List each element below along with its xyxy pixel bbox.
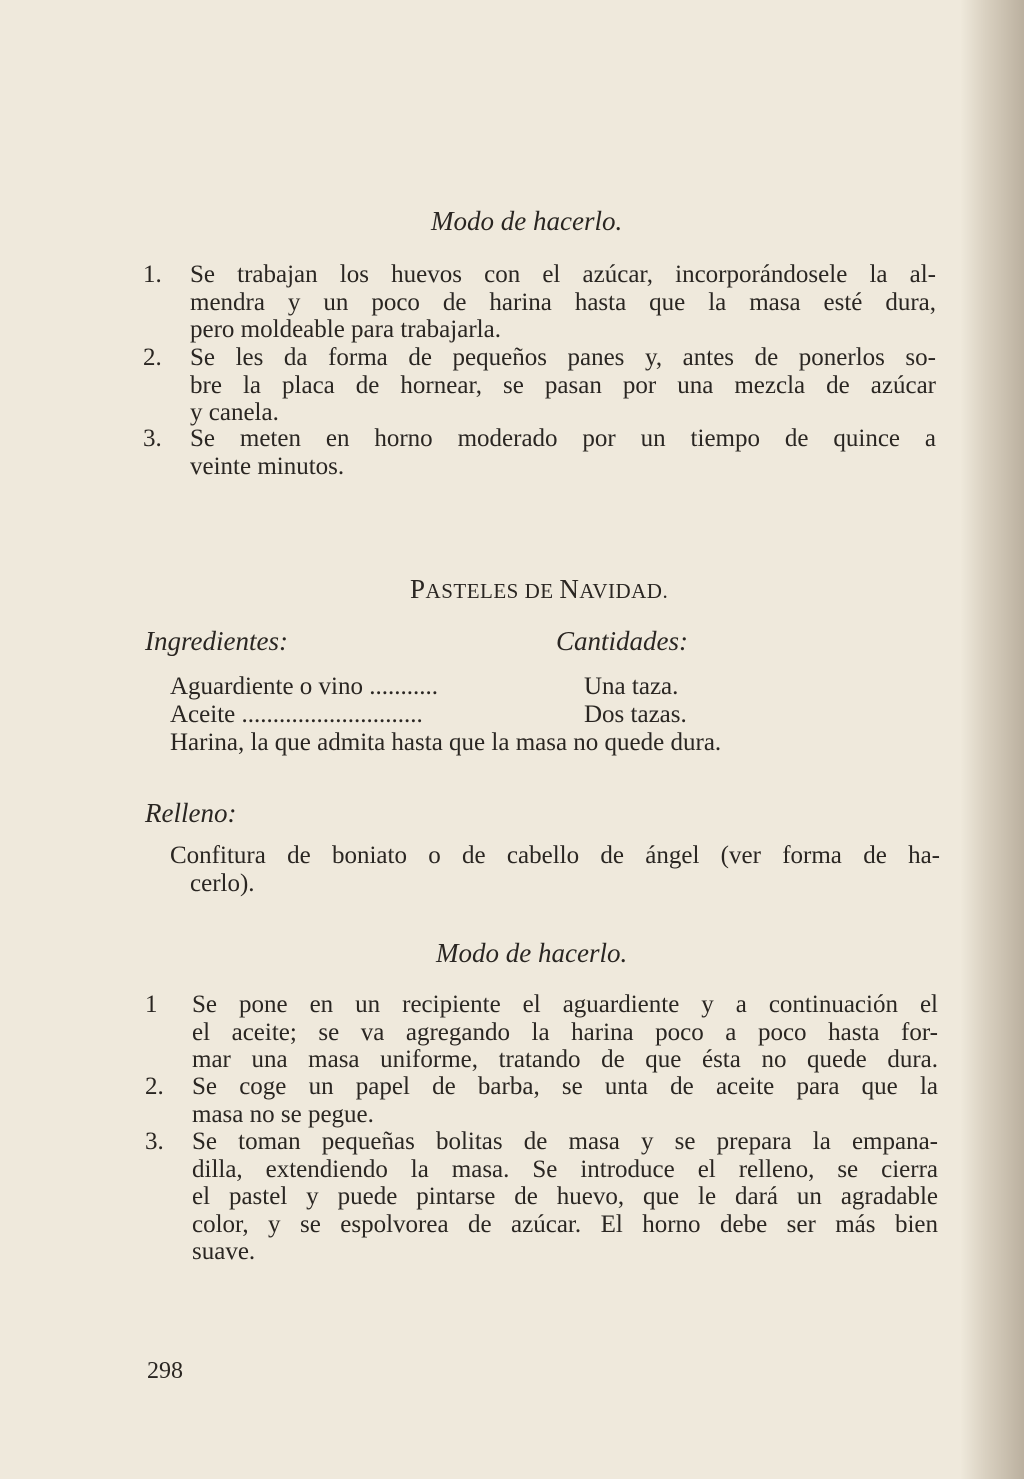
- filling-text: Confitura de boniato o de cabello de ángel (ver forma de ha- cerlo).: [170, 842, 940, 897]
- step-text: Se trabajan los huevos con el azúcar, incorporándosele la al- mendra y un poco de harina hasta que la masa esté dura, pero moldeable para trabajarla.: [190, 261, 936, 343]
- ingredient-name: Aceite .............................: [170, 701, 423, 728]
- section-heading-2: Modo de hacerlo.: [436, 938, 628, 968]
- ingredient-name: Aguardiente o vino ...........: [170, 673, 439, 700]
- step-number: 3.: [145, 1128, 164, 1155]
- step-text: Se meten en horno moderado por un tiempo de quince a veinte minutos.: [190, 425, 936, 480]
- step-text: Se toman pequeñas bolitas de masa y se prepara la empana- dilla, extendiendo la masa. Se introduce el relleno, se cierra el pastel y puede pintarse de huevo, que le dará un agradable color, y se espolvorea de azúcar. El horno debe ser más bien suave.: [192, 1128, 938, 1265]
- step-text: Se coge un papel de barba, se unta de aceite para que la masa no se pegue.: [192, 1073, 938, 1128]
- step-text: Se les da forma de pequeños panes y, antes de ponerlos so- bre la placa de hornear, se pasan por una mezcla de azúcar y canela.: [190, 344, 936, 426]
- filling-label: Relleno:: [145, 798, 237, 828]
- quantities-label: Cantidades:: [556, 626, 688, 656]
- recipe-title: PASTELES DE NAVIDAD.: [410, 574, 669, 604]
- section-heading-1: Modo de hacerlo.: [431, 206, 623, 236]
- ingredient-extra: Harina, la que admita hasta que la masa no quede dura.: [170, 729, 722, 756]
- step-text: Se pone en un recipiente el aguardiente y a continuación el el aceite; se va agregando la harina poco a poco hasta for- mar una masa uniforme, tratando de que ésta no quede dura.: [192, 991, 938, 1073]
- step-number: 2.: [143, 344, 162, 371]
- ingredient-quantity: Una taza.: [584, 673, 679, 700]
- ingredient-quantity: Dos tazas.: [584, 701, 687, 728]
- step-number: 3.: [143, 425, 162, 452]
- page-number: 298: [147, 1358, 183, 1384]
- ingredients-label: Ingredientes:: [145, 626, 288, 656]
- step-number: 2.: [145, 1073, 164, 1100]
- step-number: 1: [145, 991, 158, 1018]
- step-number: 1.: [143, 261, 162, 288]
